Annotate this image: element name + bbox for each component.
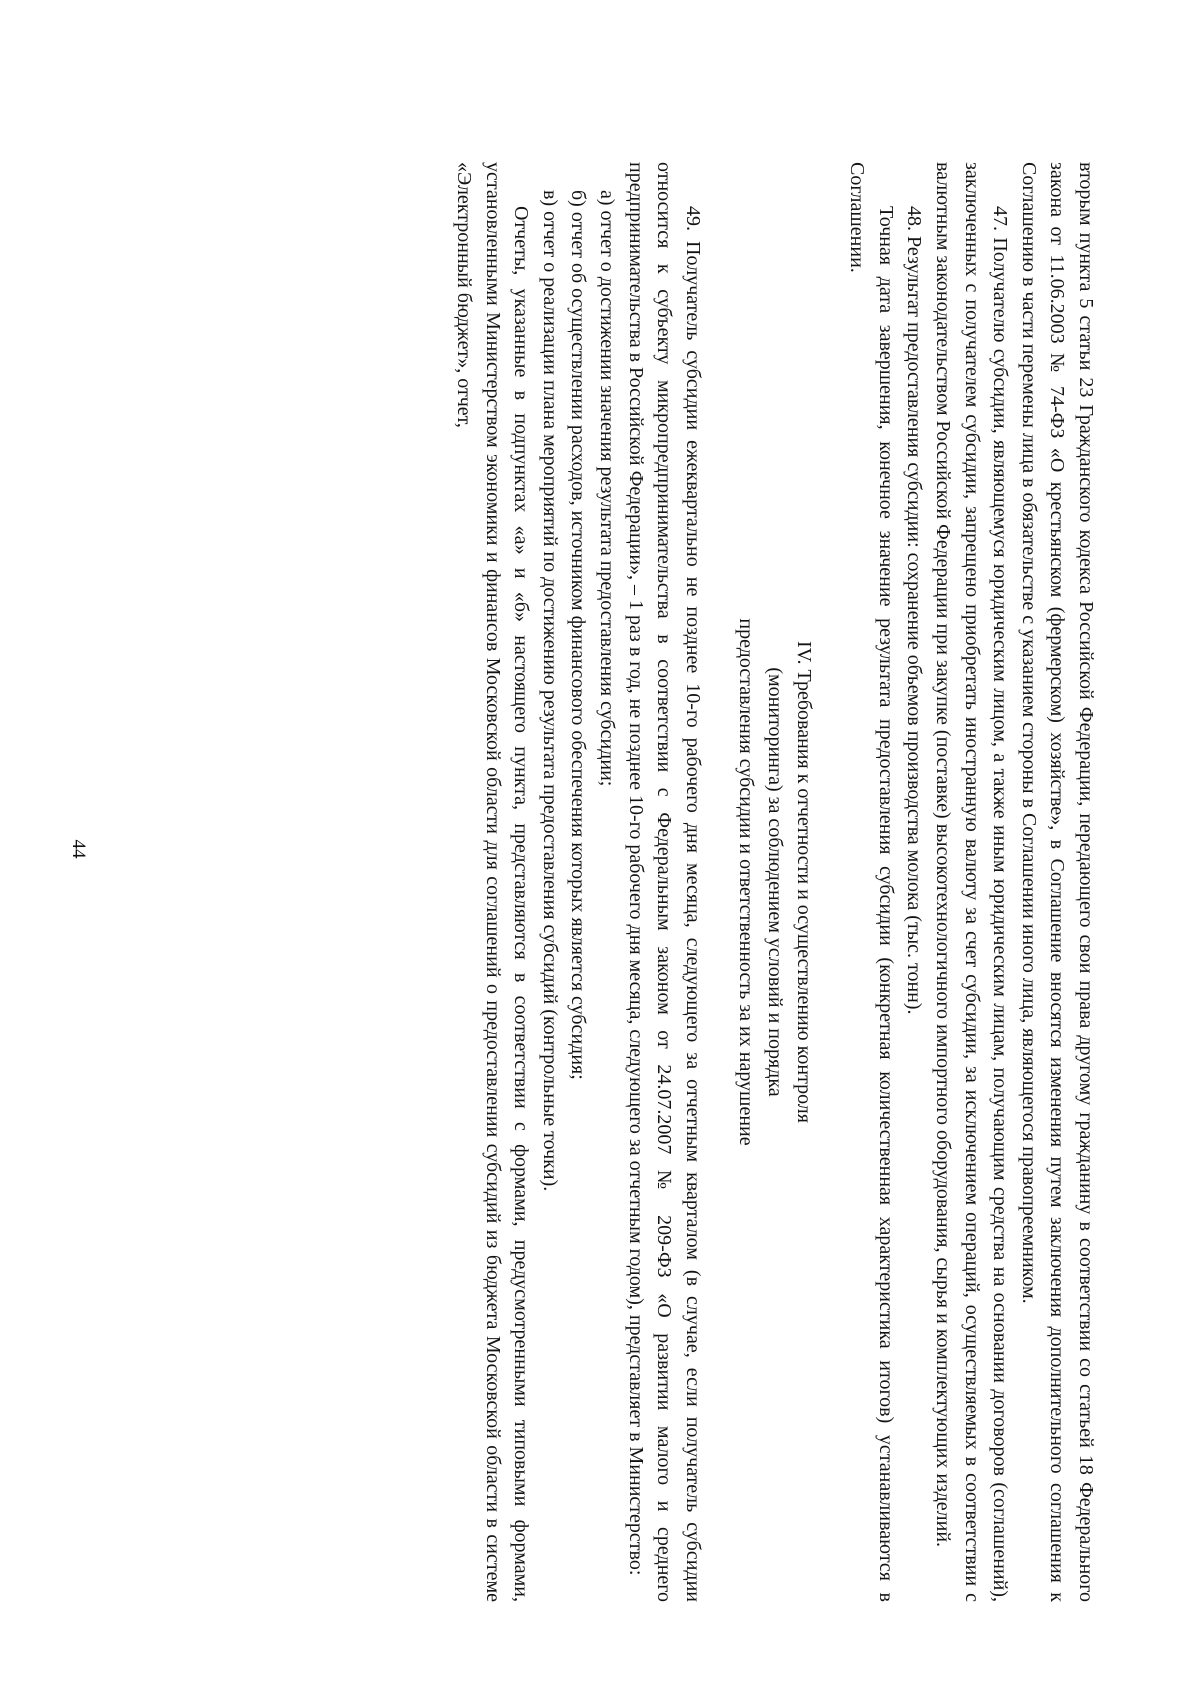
- paragraph-48-date: Точная дата завершения, конечное значение результата предоставления субсидии (конкретная количественная характеристика итогов) устанавливаются в Соглашении.: [846, 162, 897, 1602]
- section-heading-line-3: предоставления субсидии и ответственность за их нарушение: [735, 618, 758, 1146]
- page-number: 44: [68, 839, 89, 859]
- paragraph-continuation: вторым пункта 5 статьи 23 Гражданского кодекса Российской Федерации, передающего свои права другому гражданину в соответствии со статьей 18 Федерального закона от 11.06.2003 № 74-ФЗ «О крестьянском (фермерском) хозяйстве», в Соглашение вносятся изменения путем заключения дополнительного соглашения к Соглашению в части перемены лица в обязательстве с указанием стороны в Соглашении иного лица, являющегося правопреемником.: [1017, 162, 1097, 1602]
- paragraph-reports: Отчеты, указанные в подпунктах «а» и «б» настоящего пункта, представляются в соответствии с формами, предусмотренными типовыми формами, установленными Министерством экономики и финансов Московской области для соглашений о предоставлении субсидий из бюджета Московской области в системе «Электронный бюджет», отчет,: [453, 162, 533, 1602]
- section-heading-line-1: IV. Требования к отчетности и осуществлению контроля: [792, 641, 815, 1123]
- document-body: [450, 162, 1100, 1602]
- spacer: [818, 162, 843, 1602]
- section-heading: [732, 162, 818, 1602]
- spacer: [707, 162, 732, 1602]
- rotated-page-content: [240, 162, 1100, 1602]
- paragraph-48: 48. Результат предоставления субсидии: сохранение объемов производства молока (тыс. тонн).: [903, 206, 926, 1015]
- section-heading-line-2: (мониторинга) за соблюдением условий и порядка: [764, 667, 787, 1097]
- paragraph-47: 47. Получателю субсидии, являющемуся юридическим лицом, а также иным юридическим лицам, получающим средства на основании договоров (соглашений), заключенных с получателем субсидии, запрещено приобретать иностранную валюту за счет субсидии, за исключением операций, осуществляемых в соответствии с валютным законодательством Российской Федерации при закупке (поставке) высокотехнологичного импортного оборудования, сырья и комплектующих изделий.: [932, 162, 1012, 1602]
- paragraph-49: 49. Получатель субсидии ежеквартально не позднее 10-го рабочего дня месяца, следующего за отчетным кварталом (в случае, если получатель субсидии относится к субъекту микропредпринимательства в соответствии с Федеральным законом от 24.07.2007 № 209-ФЗ «О развитии малого и среднего предпринимательства в Российской Федерации», – 1 раз в год, не позднее 10-го рабочего дня месяца, следующего за отчетным годом), представляет в Министерство:: [624, 162, 704, 1602]
- list-item-b: б) отчет об осуществлении расходов, источником финансового обеспечения которых является субсидия;: [567, 190, 590, 1080]
- list-item-a: а) отчет о достижении значения результата предоставления субсидии;: [596, 190, 619, 787]
- list-item-v: в) отчет о реализации плана мероприятий по достижению результата предоставления субсидий (контрольные точки).: [538, 190, 561, 1192]
